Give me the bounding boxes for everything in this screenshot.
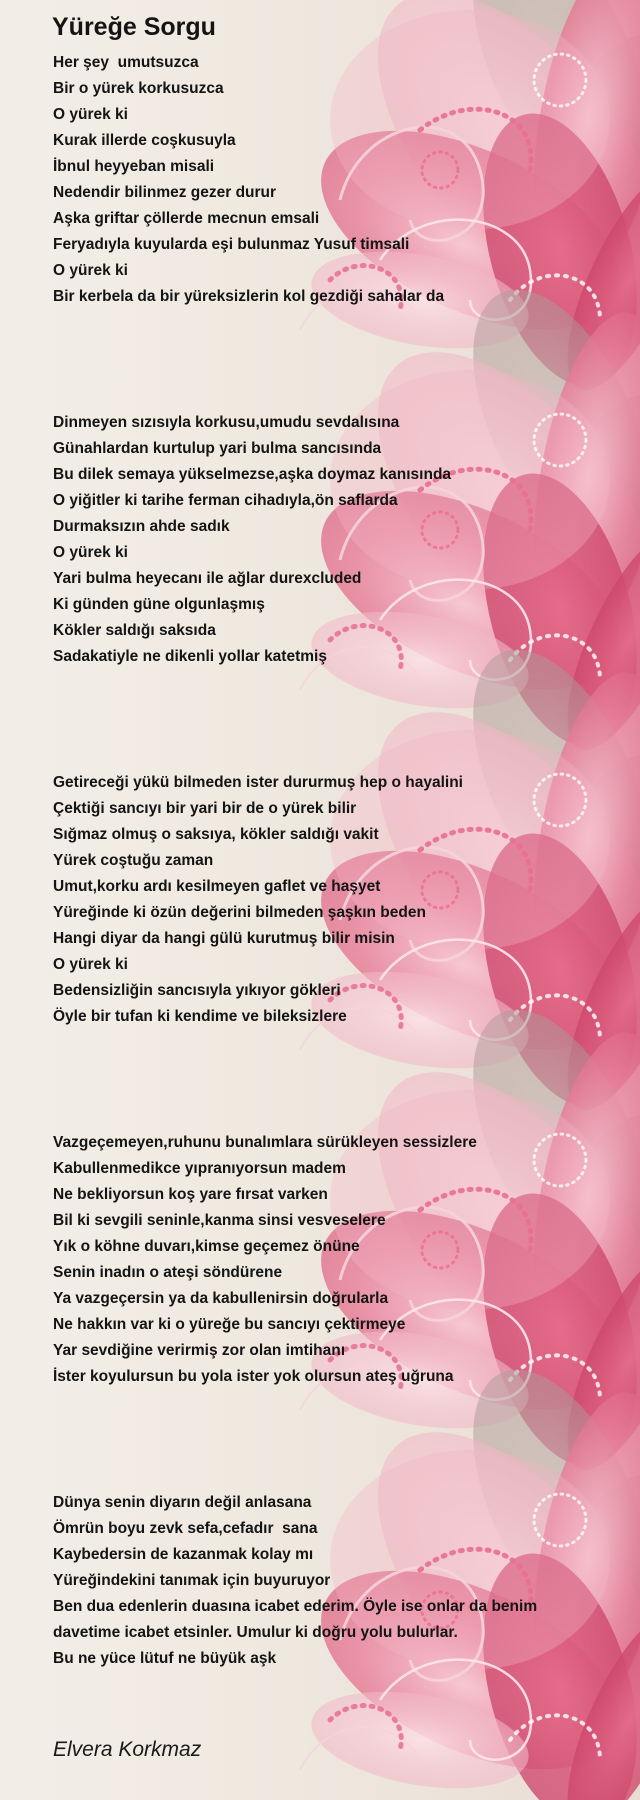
poem-line: Ki günden güne olgunlaşmış — [53, 596, 265, 613]
poem-line: İster koyulursun bu yola ister yok olursun ateş uğruna — [53, 1368, 454, 1385]
poem-line: Bu ne yüce lütuf ne büyük aşk — [53, 1650, 277, 1667]
poem-line: Yüreğinde ki özün değerini bilmeden şaşkın beden — [53, 904, 426, 921]
poem-line: Yar sevdiğine verirmiş zor olan imtihanı — [53, 1342, 346, 1359]
poem-line: Feryadıyla kuyularda eşi bulunmaz Yusuf timsali — [53, 236, 410, 253]
poem-line: O yürek ki — [53, 956, 128, 973]
poem-line: Çektiği sancıyı bir yari bir de o yürek bilir — [53, 800, 357, 817]
poem-line: Kabullenmedikce yıpranıyorsun madem — [53, 1160, 346, 1177]
stanza-4 — [53, 1130, 593, 1390]
poem-line: Kurak illerde coşkusuyla — [53, 132, 236, 149]
poem-line: Ben dua edenlerin duasına icabet ederim. Öyle ise onlar da benim — [53, 1598, 538, 1615]
stanza-1 — [53, 50, 593, 310]
poem-line: Yüreğindekini tanımak için buyuruyor — [53, 1572, 331, 1589]
poem-line: davetime icabet etsinler. Umulur ki doğru yolu bulurlar. — [53, 1624, 458, 1641]
poem-line: Aşka griftar çöllerde mecnun emsali — [53, 210, 320, 227]
stanza-3 — [53, 770, 593, 1030]
poem-line: Ne hakkın var ki o yüreğe bu sancıyı çektirmeye — [53, 1316, 406, 1333]
poem-line: Nedendir bilinmez gezer durur — [53, 184, 277, 201]
poem-line: Hangi diyar da hangi gülü kurutmuş bilir misin — [53, 930, 395, 947]
poem-line: Ya vazgeçersin ya da kabullenirsin doğrularla — [53, 1290, 389, 1307]
poem-line: Her şey umutsuzca — [53, 54, 199, 71]
poem-title: Yüreğe Sorgu — [52, 13, 216, 41]
poem-line: O yiğitler ki tarihe ferman cihadıyla,ön saflarda — [53, 492, 398, 509]
poem-line: Yürek coştuğu zaman — [53, 852, 214, 869]
poem-line: Vazgeçemeyen,ruhunu bunalımlara sürükleyen sessizlere — [53, 1134, 477, 1151]
poem-author: Elvera Korkmaz — [53, 1738, 202, 1761]
poem-line: Umut,korku ardı kesilmeyen gaflet ve haşyet — [53, 878, 381, 895]
poem-line: Kökler saldığı saksıda — [53, 622, 216, 639]
poem-line: İbnul heyyeban misali — [53, 158, 215, 175]
poem-line: Durmaksızın ahde sadık — [53, 518, 230, 535]
poem-line: O yürek ki — [53, 106, 128, 123]
stanza-2 — [53, 410, 593, 670]
poem-line: Dinmeyen sızısıyla korkusu,umudu sevdalısına — [53, 414, 400, 431]
poem-line: Bedensizliğin sancısıyla yıkıyor gökleri — [53, 982, 341, 999]
poem-line: Senin inadın o ateşi söndürene — [53, 1264, 283, 1281]
poem-line: Günahlardan kurtulup yari bulma sancısında — [53, 440, 382, 457]
poem-line: Sadakatiyle ne dikenli yollar katetmiş — [53, 648, 327, 665]
poem-line: Getireceği yükü bilmeden ister dururmuş hep o hayalini — [53, 774, 463, 791]
poem-line: Dünya senin diyarın değil anlasana — [53, 1494, 312, 1511]
poem-line: Sığmaz olmuş o saksıya, kökler saldığı vakit — [53, 826, 379, 843]
poem-line: Bil ki sevgili seninle,kanma sinsi vesveselere — [53, 1212, 386, 1229]
poem-line: Bir kerbela da bir yüreksizlerin kol gezdiği sahalar da — [53, 288, 445, 305]
poem-line: O yürek ki — [53, 544, 128, 561]
poem-line: Yari bulma heyecanı ile ağlar durexcluded — [53, 570, 362, 587]
poem-line: Ne bekliyorsun koş yare fırsat varken — [53, 1186, 328, 1203]
poem-line: Ömrün boyu zevk sefa,cefadır sana — [53, 1520, 318, 1537]
stanza-5 — [53, 1490, 593, 1672]
poem-line: Kaybedersin de kazanmak kolay mı — [53, 1546, 314, 1563]
poem-line: Bu dilek semaya yükselmezse,aşka doymaz kanısında — [53, 466, 452, 483]
poem-line: Yık o köhne duvarı,kimse geçemez önüne — [53, 1238, 360, 1255]
poem-line: Öyle bir tufan ki kendime ve bileksizlere — [53, 1008, 347, 1025]
poem-line: O yürek ki — [53, 262, 128, 279]
poem-line: Bir o yürek korkusuzca — [53, 80, 224, 97]
